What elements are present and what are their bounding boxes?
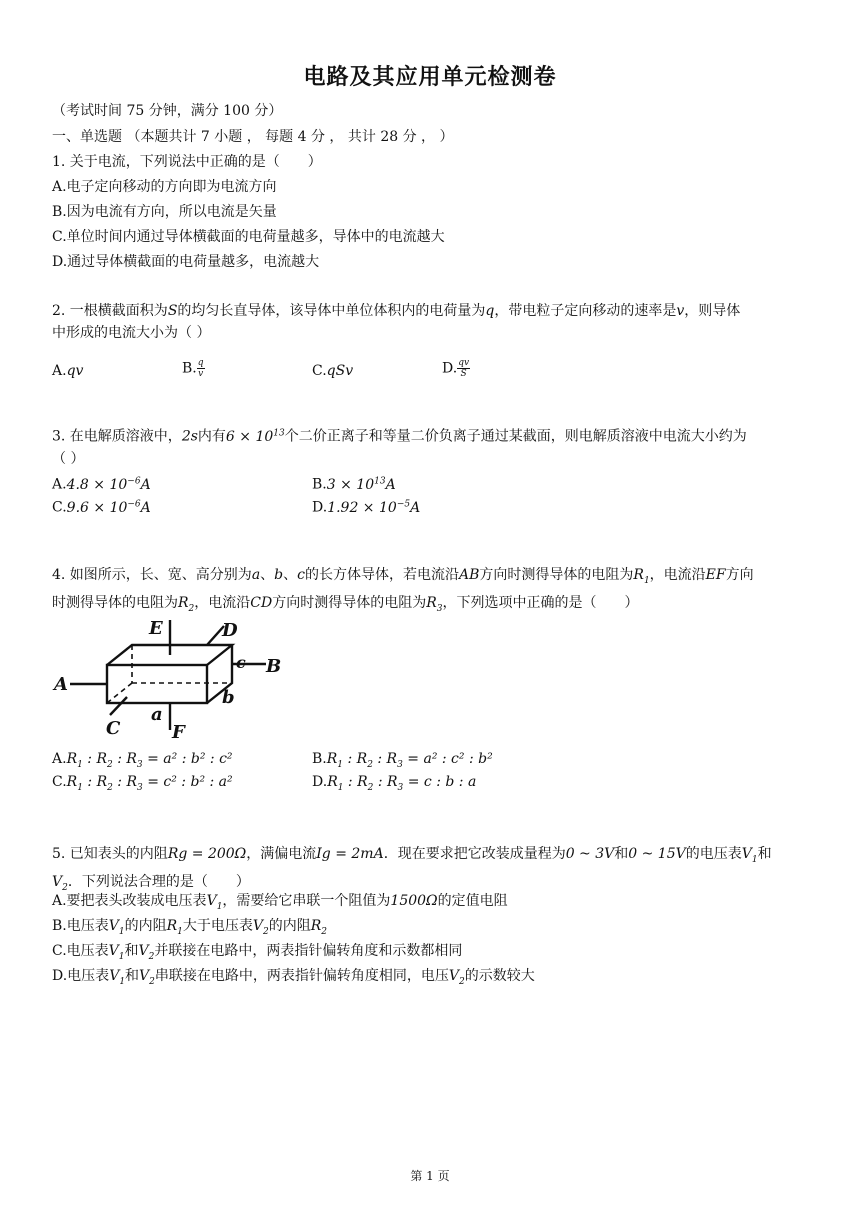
page-title: 电路及其应用单元检测卷 xyxy=(303,65,557,90)
label-E: E xyxy=(149,618,163,639)
q1-option-a: A.电子定向移动的方向即为电流方向 xyxy=(52,179,277,195)
section-heading: 一、单选题 （本题共计 7 小题 ， 每题 4 分 ， 共计 28 分 ， ） xyxy=(52,129,454,145)
q2-stem: 2. 一根横截面积为S的均匀长直导体，该导体中单位体积内的电荷量为q，带电粒子定向移动的速率是v，则导体 中形成的电流大小为（ ） xyxy=(52,303,741,341)
q4-option-b: $B.R_1$ : $R_2$ : $R_3 = a^2$ : c² : b² xyxy=(312,751,493,770)
page-footer: 第 1 页 xyxy=(410,1169,450,1183)
q3-option-c: $C.9.6 \times 10^{-6}A$ xyxy=(52,499,151,516)
label-A: A xyxy=(54,674,68,695)
q4-option-c: $C.R_1$ : $R_2$ : $R_3 = c^2$ : b² : a² xyxy=(52,774,233,793)
q4-option-a: $A.R_1$ : $R_2$ : $R_3 = a^2$ : b² : c² xyxy=(52,751,233,770)
exam-info: （考试时间 75 分钟，满分 100 分） xyxy=(52,103,283,119)
q5-option-c: C.电压表$V_1$和$V_2$并联接在电路中，两表指针偏转角度和示数都相同 xyxy=(52,943,463,962)
q1-stem: 1. 关于电流，下列说法中正确的是（ ） xyxy=(52,154,322,170)
label-C: C xyxy=(106,718,121,739)
q2-option-d: D. $\frac{qv}{S}$ xyxy=(442,358,470,379)
q3-option-b: $B.3 \times 10^{13}A$ xyxy=(312,476,396,493)
q1-option-d: D.通过导体横截面的电荷量越多，电流越大 xyxy=(52,254,320,270)
q3-stem: 3. 在电解质溶液中，2s内有$6 \times 10^{13}$个二价正离子和等量二价负离子通过某截面，则电解质溶液中电流大小约为 （ ） xyxy=(52,428,747,467)
q2-option-b: B. $\frac{q}{v}$ xyxy=(182,358,204,379)
q2-option-c: C.qSv xyxy=(312,363,354,379)
q5-stem: 5. 已知表头的内阻Rg = 200Ω，满偏电流Ig = 2mA．现在要求把它改装成量程为0 ~ 3V和0 ~ 15V的电压表$V_1$和 $V_2$．下列说法合理的是（ ） xyxy=(52,846,772,893)
label-a: a xyxy=(151,704,163,725)
q4-stem: 4. 如图所示，长、宽、高分别为a、b、c的长方体导体，若电流沿AB方向时测得导体的电阻为$R_1$，电流沿EF方向 时测得导体的电阻为$R_2$，电流沿CD方向时测得导体的电阻为$R_3$，下列选项中正确的是（ ） xyxy=(52,567,754,614)
q2-option-a: A.qv xyxy=(52,363,84,379)
q1-option-b: B.因为电流有方向，所以电流是矢量 xyxy=(52,204,277,220)
q4-option-d: $D.R_1$ : $R_2$ : $R_3 = c$ : b : a xyxy=(312,774,477,793)
label-B: B xyxy=(266,656,282,677)
label-c: c xyxy=(236,653,246,672)
label-F: F xyxy=(172,722,185,742)
q5-option-d: D.电压表$V_1$和$V_2$串联接在电路中，两表指针偏转角度相同，电压$V_2$的示数较大 xyxy=(52,968,535,987)
label-b: b xyxy=(222,687,235,708)
cuboid-conductor-figure xyxy=(52,612,292,742)
label-D: D xyxy=(222,620,238,641)
q5-option-a: A.要把表头改装成电压表$V_1$，需要给它串联一个阻值为1500Ω的定值电阻 xyxy=(52,893,508,912)
q1-option-c: C.单位时间内通过导体横截面的电荷量越多，导体中的电流越大 xyxy=(52,229,445,245)
q3-option-d: $D.1.92 \times 10^{-5}A$ xyxy=(312,499,421,516)
q3-option-a: $A.4.8 \times 10^{-6}A$ xyxy=(52,476,151,493)
q5-option-b: B.电压表$V_1$的内阻$R_1$大于电压表$V_2$的内阻$R_2$ xyxy=(52,918,328,937)
